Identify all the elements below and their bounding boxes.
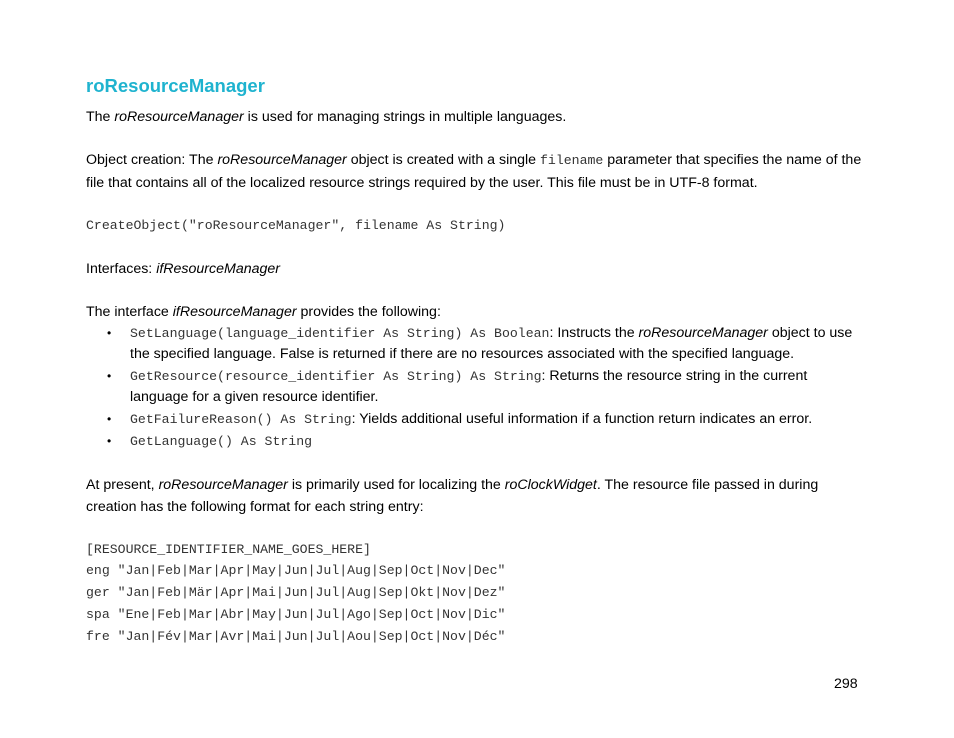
spacer	[86, 128, 866, 149]
present-text-middle: is primarily used for localizing the	[287, 476, 505, 493]
code-line: eng "Jan|Feb|Mar|Apr|May|Jun|Jul|Aug|Sep|Oct|Nov|Dec"	[86, 563, 506, 579]
method-signature: GetResource(resource_identifier As String) As String	[130, 368, 542, 384]
spacer	[86, 453, 866, 474]
method-description: : Returns the resource string in the current language for a given resource identifier.	[130, 367, 808, 405]
spacer	[86, 518, 866, 539]
intro-text-end: is used for managing strings in multiple languages.	[243, 109, 567, 125]
creation-object-name: roResourceManager	[217, 152, 347, 168]
creation-text: Object creation: The	[86, 152, 218, 168]
spacer	[86, 237, 866, 258]
method-description: : Instructs the	[549, 324, 639, 341]
present-paragraph	[86, 474, 866, 518]
create-object-code: CreateObject("roResourceManager", filename As String)	[86, 218, 506, 233]
interface-name: ifResourceManager	[156, 260, 280, 277]
present-object-name: roResourceManager	[158, 476, 288, 493]
creation-text-middle: object is created with a single	[346, 152, 540, 168]
code-line: fre "Jan|Fév|Mar|Avr|Mai|Jun|Jul|Aou|Sep|Oct|Nov|Déc"	[86, 628, 506, 644]
spacer	[86, 194, 866, 215]
intro-text: The	[86, 109, 115, 125]
method-signature: GetLanguage() As String	[130, 433, 313, 449]
present-text: At present,	[86, 476, 159, 493]
method-object-name: roResourceManager	[638, 324, 768, 341]
method-description-end: object to use the specified language. False is returned if there are no resources associated with the specified language.	[130, 324, 853, 362]
method-description: : Yields additional useful information if a function return indicates an error.	[351, 410, 813, 427]
creation-text-end: parameter that specifies the name of the file that contains all of the localized resource strings required by the user. This file must be in UTF-8 format.	[86, 152, 862, 191]
provides-text: The interface	[86, 303, 173, 320]
method-list	[86, 323, 866, 452]
intro-paragraph	[86, 106, 866, 128]
interfaces-paragraph	[86, 258, 866, 280]
code-line: spa "Ene|Feb|Mar|Abr|May|Jun|Jul|Ago|Sep|Oct|Nov|Dic"	[86, 606, 506, 622]
code-line: [RESOURCE_IDENTIFIER_NAME_GOES_HERE]	[86, 541, 371, 557]
method-item-getlanguage	[107, 431, 866, 452]
method-item-getresource	[107, 366, 866, 408]
interfaces-label: Interfaces:	[86, 260, 157, 277]
section-title: roResourceManager	[86, 75, 265, 96]
method-signature: SetLanguage(language_identifier As String) As Boolean	[130, 325, 550, 341]
resource-file-example	[86, 539, 866, 648]
provides-paragraph	[86, 301, 866, 323]
method-signature: GetFailureReason() As String	[130, 411, 352, 427]
method-item-setlanguage	[107, 323, 866, 365]
code-line: ger "Jan|Feb|Mär|Apr|Mai|Jun|Jul|Aug|Sep|Okt|Nov|Dez"	[86, 585, 506, 601]
bullet-icon: •	[107, 325, 112, 340]
bullet-icon: •	[107, 411, 112, 426]
provides-text-end: provides the following:	[296, 303, 441, 320]
spacer	[86, 280, 866, 301]
intro-object-name: roResourceManager	[114, 109, 244, 125]
page-content	[86, 74, 866, 647]
filename-param: filename	[540, 153, 604, 168]
bullet-icon: •	[107, 368, 112, 383]
page-number: 298	[834, 676, 858, 692]
creation-paragraph	[86, 149, 866, 194]
method-item-getfailurereason	[107, 409, 866, 430]
bullet-icon: •	[107, 433, 112, 448]
clock-widget-name: roClockWidget	[504, 476, 597, 493]
provides-interface-name: ifResourceManager	[172, 303, 297, 320]
present-text-end: . The resource file passed in during creation has the following format for each string entry:	[86, 476, 819, 515]
